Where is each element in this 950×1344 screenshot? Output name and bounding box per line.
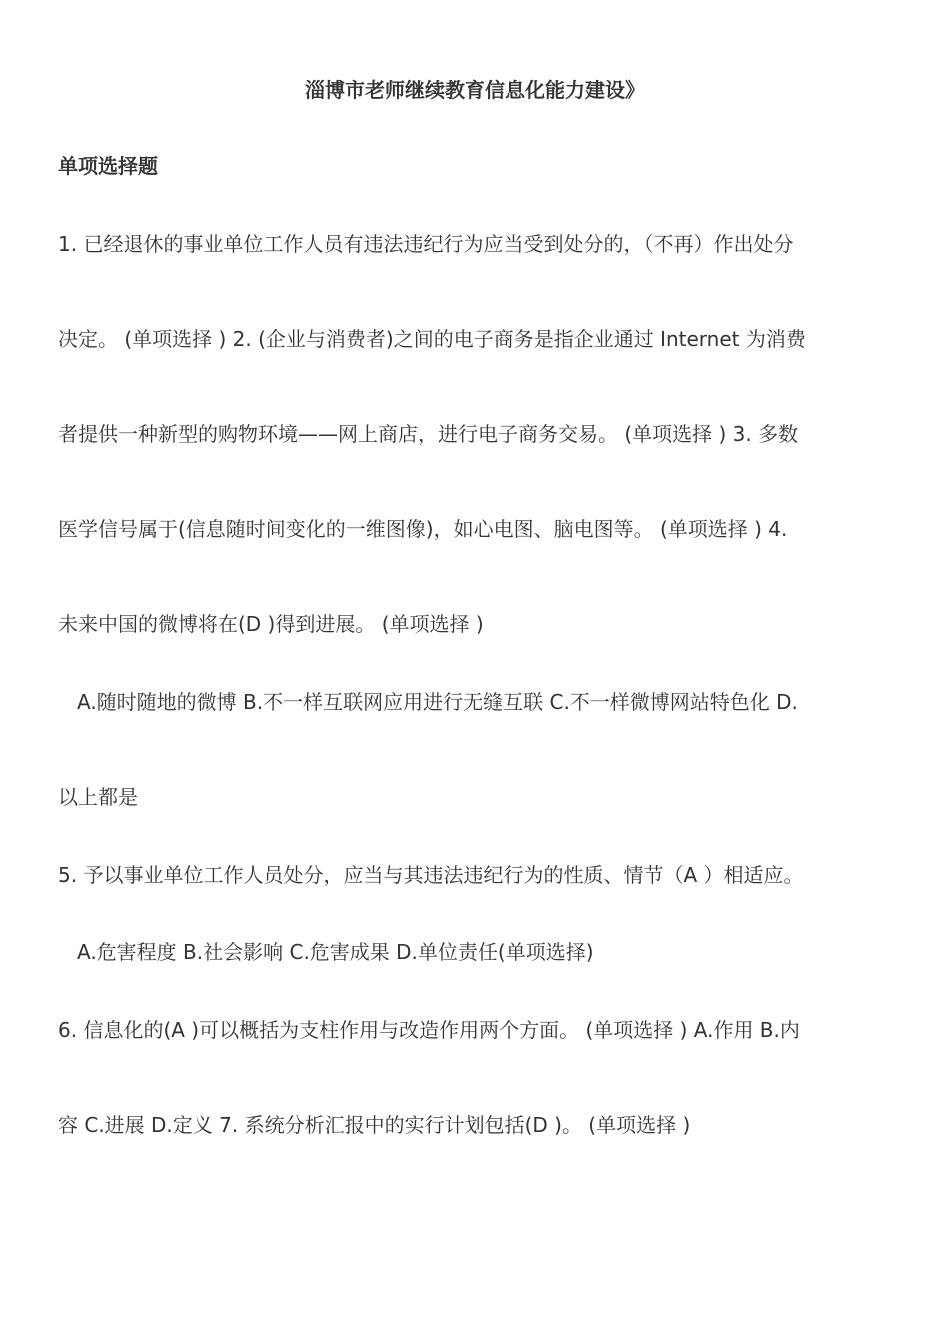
text-line: 决定。 (单项选择 ) 2. (企业与消费者)之间的电子商务是指企业通过 Internet 为消费 bbox=[58, 327, 806, 351]
options-line: A.危害程度 B.社会影响 C.危害成果 D.单位责任(单项选择) bbox=[77, 940, 594, 964]
section-heading: 单项选择题 bbox=[58, 154, 158, 178]
options-line: A.随时随地的微博 B.不一样互联网应用进行无缝互联 C.不一样微博网站特色化 D. bbox=[77, 690, 798, 714]
text-line: 者提供一种新型的购物环境——网上商店，进行电子商务交易。 (单项选择 ) 3. 多数 bbox=[58, 422, 799, 446]
text-line: 医学信号属于(信息随时间变化的一维图像)，如心电图、脑电图等。 (单项选择 ) 4. bbox=[58, 517, 788, 541]
text-line: 6. 信息化的(A )可以概括为支柱作用与改造作用两个方面。 (单项选择 ) A.作用 B.内 bbox=[58, 1018, 800, 1042]
text-line: 容 C.进展 D.定义 7. 系统分析汇报中的实行计划包括(D )。 (单项选择 ) bbox=[58, 1113, 691, 1137]
text-line: 1. 已经退休的事业单位工作人员有违法违纪行为应当受到处分的，（不再）作出处分 bbox=[58, 232, 794, 256]
text-line: 5. 予以事业单位工作人员处分，应当与其违法违纪行为的性质、情节（A ）相适应。 bbox=[58, 863, 804, 887]
text-line: 以上都是 bbox=[58, 785, 138, 809]
document-title: 淄博市老师继续教育信息化能力建设》 bbox=[305, 78, 645, 102]
text-line: 未来中国的微博将在(D )得到进展。 (单项选择 ) bbox=[58, 612, 484, 636]
